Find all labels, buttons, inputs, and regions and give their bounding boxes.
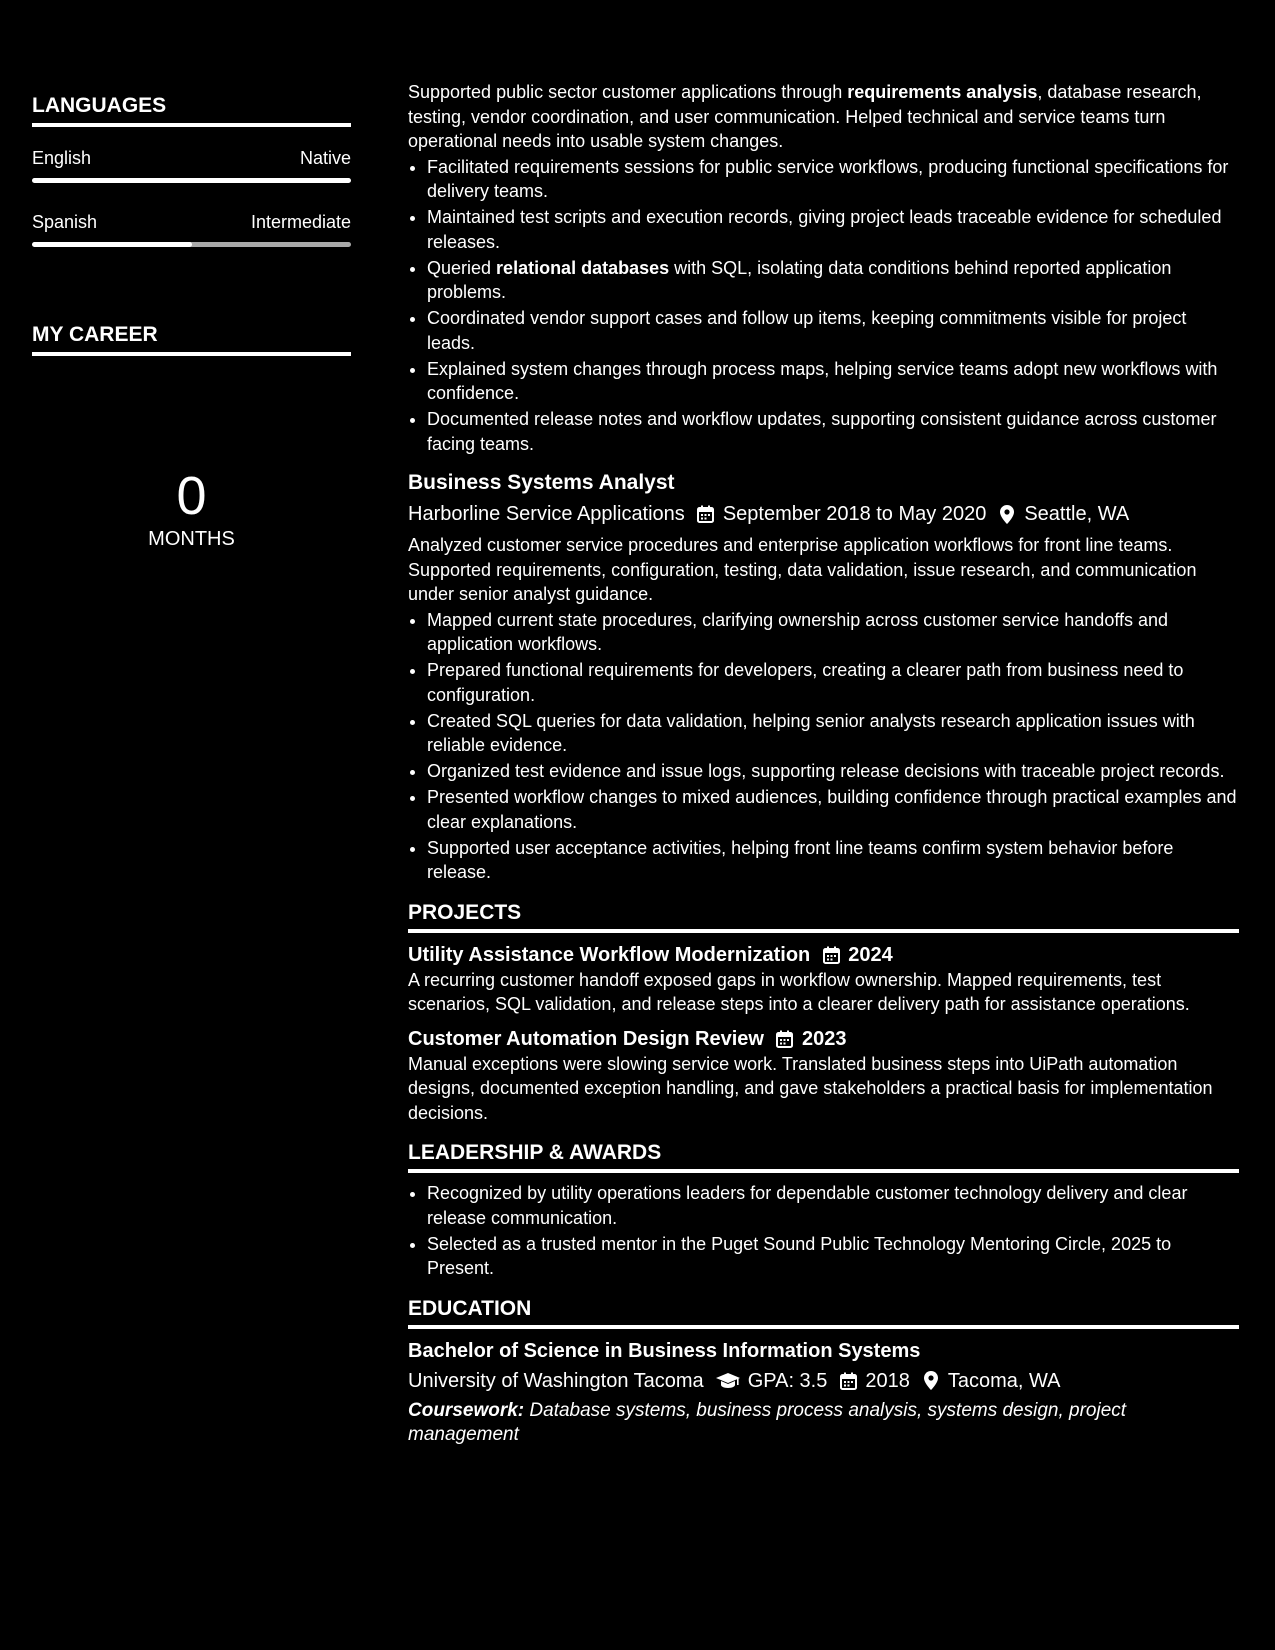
language-level: Intermediate <box>250 212 351 232</box>
education-heading: EDUCATION <box>408 1295 1239 1329</box>
leadership-bullets <box>408 1181 1239 1281</box>
main-content <box>408 80 1239 1448</box>
career-number: 0 <box>176 466 207 526</box>
list-item: • Documented release notes and workflow updates, supporting consistent guidance across customer facing teams. <box>427 407 1239 456</box>
calendar-icon <box>822 945 840 965</box>
list-item: • Organized test evidence and issue logs, supporting release decisions with traceable project records. <box>427 759 1239 784</box>
graduation-cap-icon <box>716 1371 740 1391</box>
language-bar <box>32 242 351 247</box>
projects-heading: PROJECTS <box>408 899 1239 933</box>
list-item: • Created SQL queries for data validation, helping senior analysts research application issues with reliable evidence. <box>427 709 1239 758</box>
job-summary <box>408 80 1239 154</box>
leadership-heading: LEADERSHIP & AWARDS <box>408 1139 1239 1173</box>
language-name: English <box>32 148 92 168</box>
bullet-text: with SQL, isolating data conditions behind reported application problems. <box>427 257 1172 302</box>
bullet-text: Queried <box>427 257 497 278</box>
calendar-icon <box>839 1371 857 1391</box>
project-title: Customer Automation Design Review <box>408 1027 764 1050</box>
summary-keyword: requirements analysis <box>847 82 1038 102</box>
project-year: 2024 <box>848 943 893 966</box>
career-unit: MONTHS <box>148 528 235 550</box>
education-meta <box>408 1367 1239 1395</box>
project-title: Utility Assistance Workflow Modernization <box>408 943 811 966</box>
language-name: Spanish <box>32 212 98 232</box>
job-meta <box>408 500 1239 528</box>
language-bar <box>32 178 351 183</box>
list-item: • Explained system changes through process maps, helping service teams adopt new workflows with confidence. <box>427 357 1239 406</box>
job-title: Business Systems Analyst <box>408 471 675 494</box>
list-item: • Supported user acceptance activities, helping front line teams confirm system behavior before release. <box>427 836 1239 885</box>
summary-text: Supported public sector customer applications through <box>408 82 848 102</box>
project-title-row <box>408 942 1239 968</box>
bullet-keyword: relational databases <box>496 257 670 278</box>
list-item: • Mapped current state procedures, clarifying ownership across customer service handoffs and application workflows. <box>427 608 1239 657</box>
languages-heading: LANGUAGES <box>32 94 351 127</box>
coursework <box>408 1399 1239 1448</box>
map-pin-icon <box>998 504 1016 524</box>
language-item <box>32 211 351 247</box>
project-title-row <box>408 1026 1239 1052</box>
project-description: Manual exceptions were slowing service work. Translated business steps into UiPath automation designs, documented exception handling, and gave stakeholders a practical basis for implementation decisions. <box>408 1053 1213 1123</box>
sidebar <box>32 94 351 551</box>
job-dates: September 2018 to May 2020 <box>722 503 987 525</box>
language-bar-fill <box>32 178 351 183</box>
list-item: • Maintained test scripts and execution records, giving project leads traceable evidence for scheduled releases. <box>427 205 1239 254</box>
language-level: Native <box>299 148 351 168</box>
summary-text: , database research, testing, vendor coordination, and user communication. Helped technical and service teams turn operational needs into usable system changes. <box>408 82 1202 151</box>
language-item <box>32 147 351 183</box>
school-location: Tacoma, WA <box>947 1369 1061 1392</box>
list-item: • Selected as a trusted mentor in the Puget Sound Public Technology Mentoring Circle, 2025 to Present. <box>427 1232 1239 1281</box>
calendar-icon <box>776 1029 794 1049</box>
career-stat <box>32 468 351 551</box>
coursework-list: Database systems, business process analysis, systems design, project management <box>408 1399 1127 1445</box>
career-heading: MY CAREER <box>32 323 351 356</box>
calendar-icon <box>697 504 715 524</box>
list-item: • Prepared functional requirements for developers, creating a clearer path from business need to configuration. <box>427 658 1239 707</box>
school-name: University of Washington Tacoma <box>408 1369 704 1392</box>
project-year: 2023 <box>801 1027 847 1050</box>
graduation-year: 2018 <box>865 1369 910 1392</box>
company-name: Harborline Service Applications <box>408 503 685 525</box>
job-bullets <box>408 155 1239 457</box>
list-item: • Coordinated vendor support cases and follow up items, keeping commitments visible for project leads. <box>427 306 1239 355</box>
list-item: • Recognized by utility operations leaders for dependable customer technology delivery and clear release communication. <box>427 1181 1239 1230</box>
job-summary: Analyzed customer service procedures and enterprise application workflows for front line teams. Supported requirements, configuration, testing, data validation, issue research, and communication under senior analyst guidance. <box>408 535 1197 604</box>
coursework-label: Coursework: <box>408 1399 525 1421</box>
list-item: • Facilitated requirements sessions for public service workflows, producing functional specifications for delivery teams. <box>427 155 1239 204</box>
degree-title: Bachelor of Science in Business Information Systems <box>408 1339 921 1362</box>
job-location: Seattle, WA <box>1024 503 1130 525</box>
map-pin-icon <box>922 1371 940 1391</box>
language-bar-fill <box>32 242 192 247</box>
list-item <box>427 256 1239 305</box>
list-item: • Presented workflow changes to mixed audiences, building confidence through practical examples and clear explanations. <box>427 785 1239 834</box>
project-description: A recurring customer handoff exposed gaps in workflow ownership. Mapped requirements, test scenarios, SQL validation, and release steps into a clearer delivery path for assistance operations. <box>408 969 1190 1014</box>
gpa: GPA: 3.5 <box>747 1369 828 1392</box>
job-bullets <box>408 608 1239 885</box>
